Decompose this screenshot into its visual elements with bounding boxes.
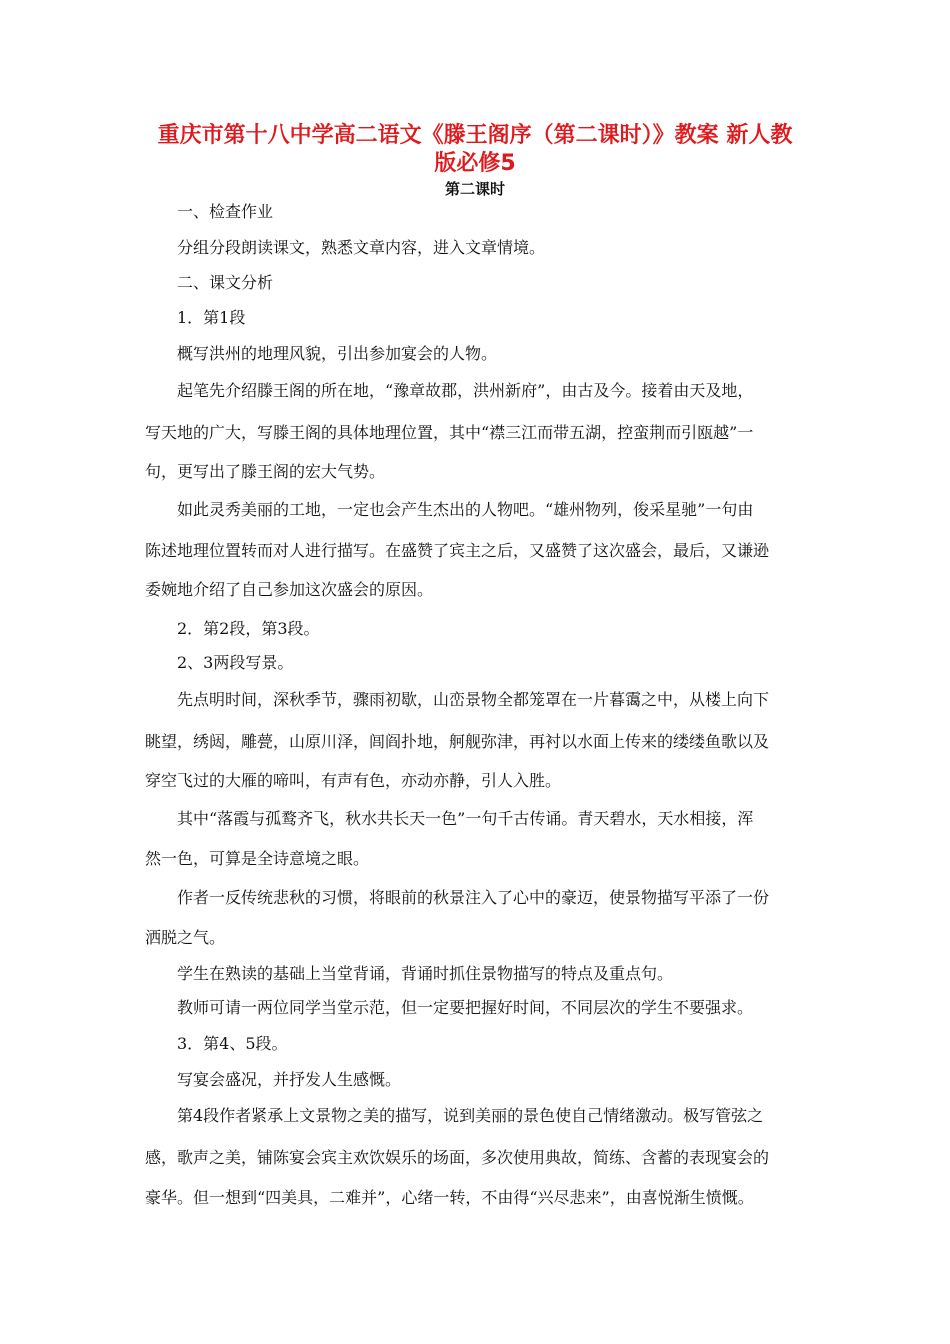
paragraph-line: 第4段作者紧承上文景物之美的描写，说到美丽的景色使自己情绪激动。极写管弦之 (177, 1106, 764, 1125)
paragraph-line: 起笔先介绍滕王阁的所在地，“豫章故郡，洪州新府”，由古及今。接着由天及地， (177, 381, 754, 400)
paragraph-line: 句，更写出了滕王阁的宏大气势。 (145, 462, 386, 481)
paragraph-line: 概写洪州的地理风貌，引出参加宴会的人物。 (177, 344, 498, 363)
paragraph-line: 如此灵秀美丽的工地，一定也会产生杰出的人物吧。“雄州物列，俊采星驰”一句由 (177, 500, 754, 519)
paragraph-line: 教师可请一两位同学当堂示范，但一定要把握好时间，不同层次的学生不要强求。 (177, 998, 754, 1017)
paragraph-line: 先点明时间，深秋季节，骤雨初歇，山峦景物全都笼罩在一片暮霭之中，从楼上向下 (177, 690, 770, 709)
lesson-subtitle: 第二课时 (444, 180, 505, 198)
section-heading: 一、检查作业 (177, 202, 274, 221)
paragraph-line: 穿空飞过的大雁的啼叫，有声有色，亦动亦静，引人入胜。 (145, 771, 562, 790)
paragraph-line: 感，歌声之美，铺陈宴会宾主欢饮娱乐的场面，多次使用典故，简练、含蓄的表现宴会的 (145, 1148, 770, 1167)
paragraph-line: 然一色，可算是全诗意境之眼。 (145, 849, 370, 868)
subsection-heading: 2．第2段，第3段。 (177, 619, 320, 638)
paragraph-line: 陈述地理位置转而对人进行描写。在盛赞了宾主之后，又盛赞了这次盛会，最后，又谦逊 (145, 541, 770, 560)
paragraph-line: 写天地的广大，写滕王阁的具体地理位置，其中“襟三江而带五湖，控蛮荆而引瓯越”一 (145, 423, 754, 442)
paragraph-line: 作者一反传统悲秋的习惯，将眼前的秋景注入了心中的豪迈，使景物描写平添了一份 (177, 888, 770, 907)
section-heading: 二、课文分析 (177, 273, 274, 292)
paragraph-line: 分组分段朗读课文，熟悉文章内容，进入文章情境。 (177, 238, 546, 257)
subsection-heading: 1．第1段 (177, 308, 246, 327)
paragraph-line: 洒脱之气。 (145, 928, 226, 947)
paragraph-line: 2、3两段写景。 (177, 653, 294, 672)
paragraph-line: 委婉地介绍了自己参加这次盛会的原因。 (145, 580, 434, 599)
paragraph-line: 学生在熟读的基础上当堂背诵，背诵时抓住景物描写的特点及重点句。 (177, 964, 674, 983)
paragraph-line: 写宴会盛况，并抒发人生感慨。 (177, 1070, 402, 1089)
paragraph-line: 眺望，绣闼，雕甍，山原川泽，闾阎扑地，舸舰弥津，再衬以水面上传来的缕缕鱼歌以及 (145, 732, 770, 751)
paragraph-line: 豪华。但一想到“四美具，二难并”，心绪一转，不由得“兴尽悲来”，由喜悦渐生愤慨。 (145, 1188, 754, 1207)
paragraph-line: 其中“落霞与孤鹜齐飞，秋水共长天一色”一句千古传诵。青天碧水，天水相接，浑 (177, 809, 754, 828)
document-title-line-1: 重庆市第十八中学高二语文《滕王阁序（第二课时）》教案 新人教 (157, 123, 793, 148)
document-title-line-2: 版必修5 (434, 151, 516, 176)
subsection-heading: 3．第4、5段。 (177, 1034, 288, 1053)
